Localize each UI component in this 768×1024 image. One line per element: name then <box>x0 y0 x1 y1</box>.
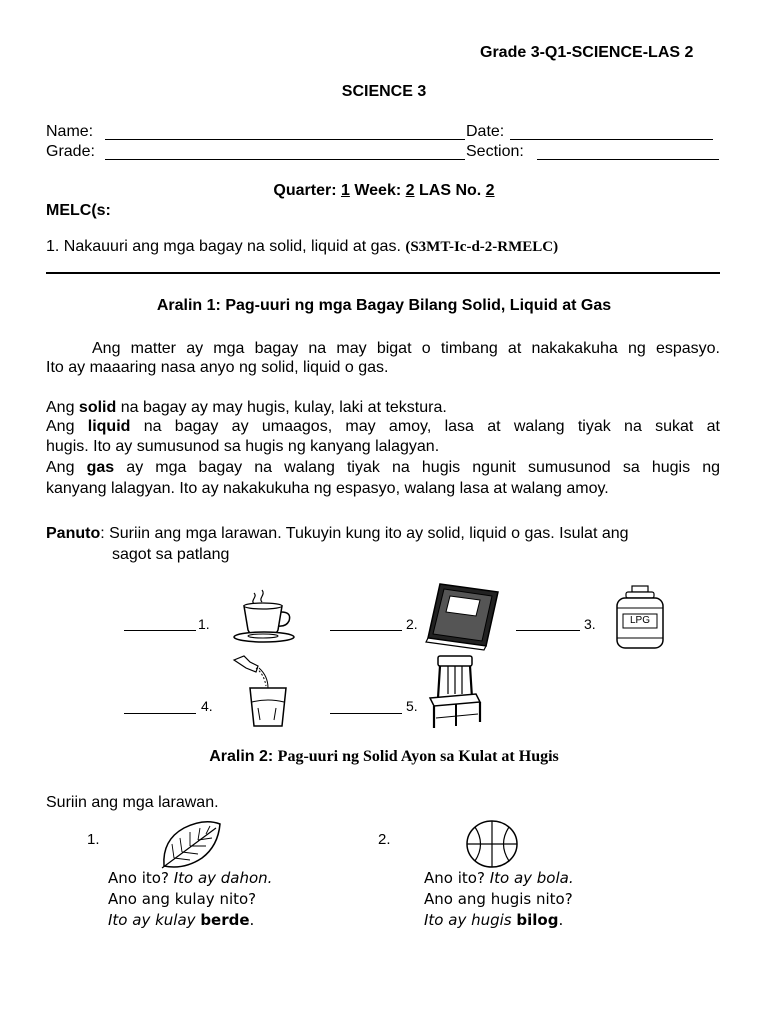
quarter-line <box>0 182 768 200</box>
liquid-word: liquid <box>87 418 131 435</box>
example-number-2: 2. <box>378 831 391 848</box>
example-2-q2: Ano ang hugis nito? <box>424 890 573 908</box>
solid-word: solid <box>78 399 117 416</box>
liquid-definition-line2: hugis. Ito ay sumusunod sa hugis ng kanyang lalagyan. <box>46 438 440 455</box>
las-value: 2 <box>485 182 495 199</box>
lesson1-title: Aralin 1: Pag-uuri ng mga Bagay Bilang Solid, Liquid at Gas <box>156 297 612 314</box>
gas-definition-line2: kanyang lalagyan. Ito ay nakakukuha ng espasyo, walang lasa at walang amoy. <box>46 480 609 497</box>
example-2-q1-question: Ano ito? <box>424 869 485 887</box>
lesson2-instruction: Suriin ang mga larawan. <box>46 794 219 811</box>
solid-post: na bagay ay may hugis, kulay, laki at tekstura. <box>120 399 447 416</box>
item-number-1: 1. <box>198 616 210 632</box>
example-2-a2-end: . <box>558 911 564 929</box>
answer-blank-5[interactable] <box>330 713 402 714</box>
answer-blank-1[interactable] <box>124 630 196 631</box>
melc-item <box>46 238 558 256</box>
book-icon <box>424 580 500 650</box>
teacup-icon <box>232 588 298 644</box>
lesson2-title <box>0 748 768 766</box>
name-field[interactable] <box>105 139 465 140</box>
solid-pre: Ang <box>46 399 75 416</box>
name-label: Name: <box>46 123 94 140</box>
date-field[interactable] <box>510 139 713 140</box>
item-number-3: 3. <box>584 616 596 632</box>
section-field[interactable] <box>537 159 719 160</box>
lpg-label: LPG <box>629 615 650 626</box>
lesson2-title-text: Pag-uuri ng Solid Ayon sa Kulat at Hugis <box>277 748 559 765</box>
example-1-q1-question: Ano ito? <box>108 869 169 887</box>
glass-of-water-icon <box>230 654 296 728</box>
document-code: Grade 3-Q1-SCIENCE-LAS 2 <box>480 44 694 61</box>
panuto-line1 <box>46 524 629 544</box>
melc-text: 1. Nakauuri ang mga bagay na solid, liquid at gas. <box>46 238 401 255</box>
answer-blank-3[interactable] <box>516 630 580 631</box>
answer-blank-2[interactable] <box>330 630 402 631</box>
example-1-q2: Ano ang kulay nito? <box>108 890 257 908</box>
subject-title: SCIENCE 3 <box>341 83 427 100</box>
example-1-a2 <box>108 910 272 931</box>
solid-definition <box>46 398 447 418</box>
example-2-q1-answer: Ito ay bola. <box>489 869 574 887</box>
example-1-q1-answer: Ito ay dahon. <box>173 869 273 887</box>
example-2-text <box>424 868 574 931</box>
grade-label: Grade: <box>46 143 95 160</box>
gas-word: gas <box>86 459 115 476</box>
quarter-value: 1 <box>340 182 350 199</box>
example-2-a2-pre: Ito ay hugis <box>424 911 512 929</box>
lesson2-prefix: Aralin 2: <box>209 748 274 765</box>
liquid-post1: na bagay ay umaagos, may amoy, lasa at walang tiyak na sukat at <box>143 418 721 435</box>
leaf-icon <box>160 820 224 870</box>
chair-icon <box>426 654 482 730</box>
example-2-a2 <box>424 910 574 931</box>
example-1-a2-pre: Ito ay kulay <box>108 911 196 929</box>
gas-pre: Ang <box>46 459 75 476</box>
example-1-a2-bold: berde <box>200 911 250 929</box>
panuto-text: : Suriin ang mga larawan. Tukuyin kung ito ay solid, liquid o gas. Isulat ang <box>100 525 629 542</box>
gas-definition-line1 <box>46 458 720 478</box>
date-label: Date: <box>466 123 505 140</box>
item-number-5: 5. <box>406 698 418 714</box>
melc-code: (S3MT-Ic-d-2-RMELC) <box>405 239 559 255</box>
panuto-line2: sagot sa patlang <box>112 546 230 563</box>
ball-icon <box>464 818 520 870</box>
grade-field[interactable] <box>105 159 465 160</box>
example-1-a2-end: . <box>249 911 255 929</box>
intro-line1: Ang matter ay mga bagay na may bigat o timbang at nakakakuha ng espasyo. <box>92 340 720 357</box>
section-divider <box>46 272 720 274</box>
example-2-q1 <box>424 868 574 889</box>
item-number-2: 2. <box>406 616 418 632</box>
quarter-label: Quarter: <box>273 182 337 199</box>
intro-line2: Ito ay maaaring nasa anyo ng solid, liquid o gas. <box>46 359 389 376</box>
week-value: 2 <box>405 182 415 199</box>
section-label: Section: <box>466 143 524 160</box>
liquid-definition-line1 <box>46 417 720 437</box>
example-2-a2-bold: bilog <box>516 911 559 929</box>
week-label: Week: <box>354 182 402 199</box>
panuto-label: Panuto <box>46 525 101 542</box>
example-1-text <box>108 868 272 931</box>
item-number-4: 4. <box>201 698 213 714</box>
melc-heading: MELC(s: <box>46 202 111 219</box>
answer-blank-4[interactable] <box>124 713 196 714</box>
example-number-1: 1. <box>87 831 100 848</box>
gas-post1: ay mga bagay na walang tiyak na hugis ngunit sumusunod sa hugis ng <box>126 459 720 476</box>
las-label: LAS No. <box>419 182 482 199</box>
example-1-q1 <box>108 868 272 889</box>
liquid-pre: Ang <box>46 418 75 435</box>
